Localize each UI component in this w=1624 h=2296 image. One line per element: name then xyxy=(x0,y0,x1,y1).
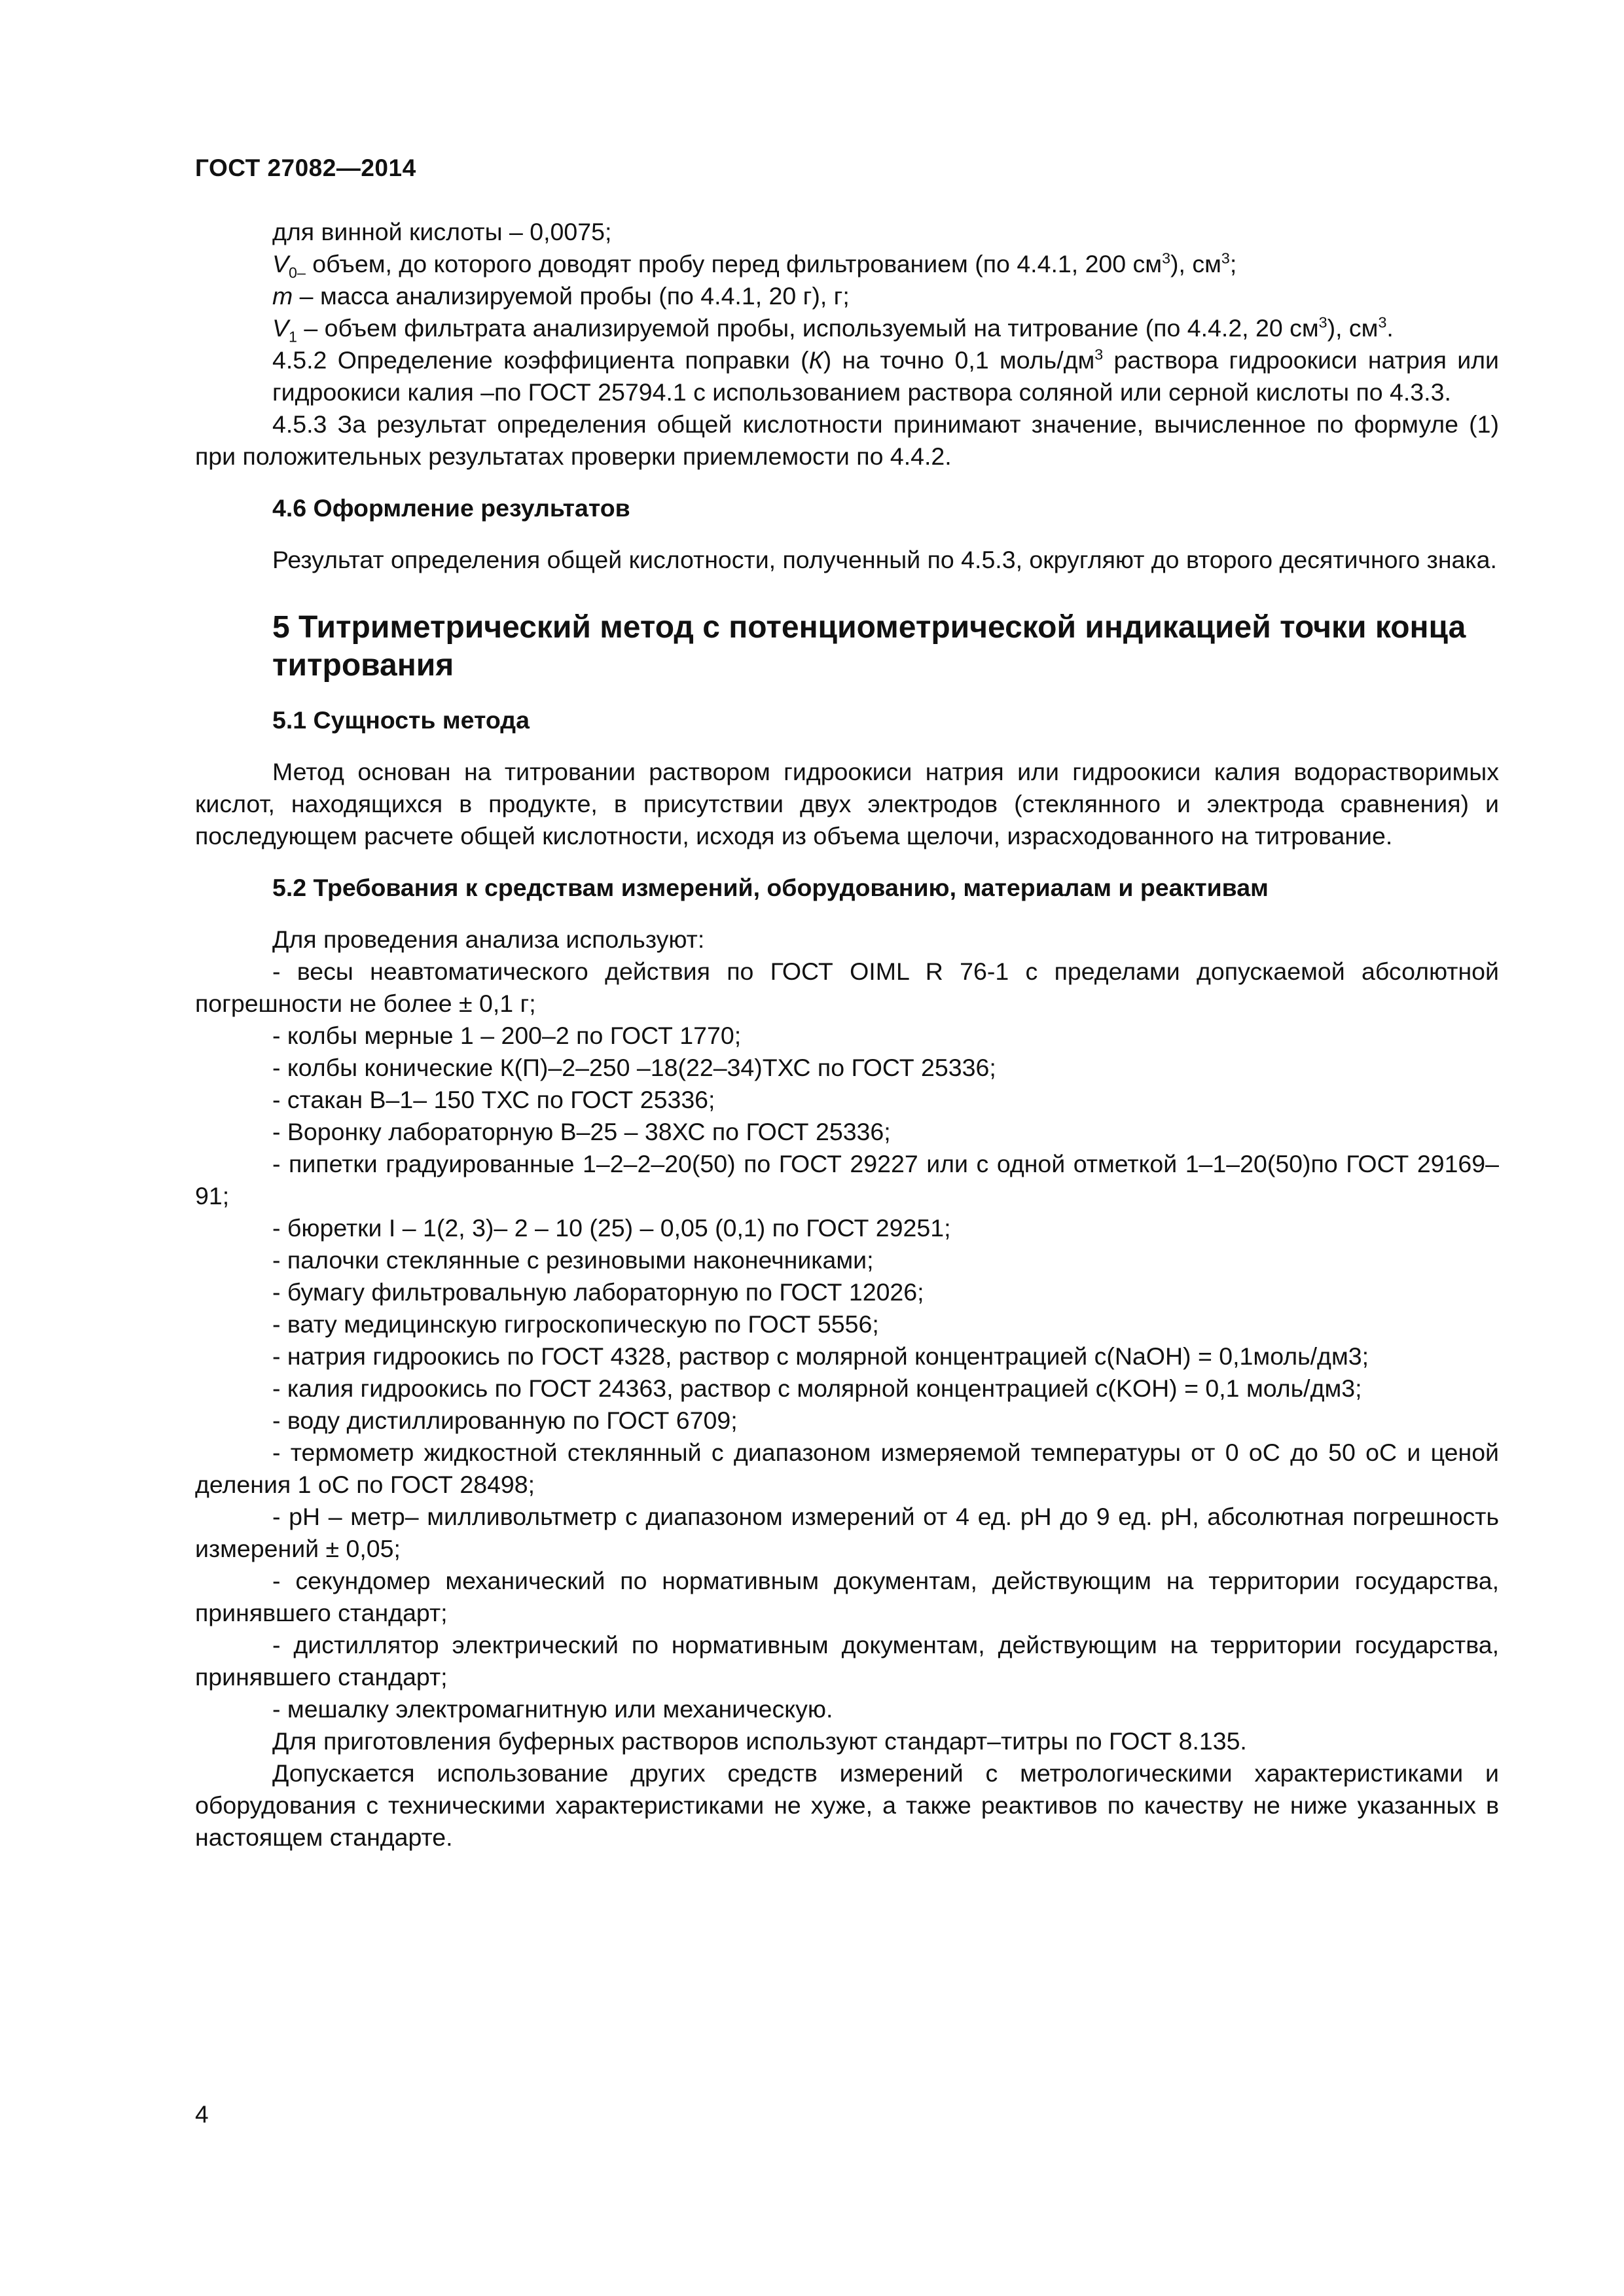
paragraph-4-6: Результат определения общей кислотности, полученный по 4.5.3, округляют до второго десятичного знака. xyxy=(272,546,1497,573)
list-item: - рН – метр– милливольтметр с диапазоном измерений от 4 ед. рН до 9 ед. рН, абсолютная погрешность измерений ± 0,05; xyxy=(195,1503,1499,1562)
list-item: - пипетки градуированные 1–2–2–20(50) по ГОСТ 29227 или с одной отметкой 1–1–20(50)по ГОСТ 29169–91; xyxy=(195,1150,1499,1210)
list-item: - Воронку лабораторную В–25 – 38ХС по ГОСТ 25336; xyxy=(272,1118,891,1145)
definition-v1-end: . xyxy=(1386,314,1394,342)
heading-section-5: 5 Титриметрический метод с потенциометрической индикацией точки конца титрования xyxy=(272,610,1466,683)
list-item: - палочки стеклянные с резиновыми наконечниками; xyxy=(272,1246,874,1274)
list-item: - натрия гидроокись по ГОСТ 4328, раствор с молярной концентрацией с(NaOH) = 0,1моль/дм3; xyxy=(272,1342,1369,1370)
list-item: - бюретки I – 1(2, 3)– 2 – 10 (25) – 0,05 (0,1) по ГОСТ 29251; xyxy=(272,1214,951,1242)
sub-v1: 1 xyxy=(289,328,297,346)
var-k: К xyxy=(808,346,823,374)
definition-v1-text: – объем фильтрата анализируемой пробы, используемый на титрование (по 4.4.2, 20 см xyxy=(297,314,1319,342)
list-item: - калия гидроокись по ГОСТ 24363, раствор с молярной концентрацией с(KOH) = 0,1 моль/дм3; xyxy=(272,1374,1362,1402)
list-item: - дистиллятор электрический по нормативным документам, действующим на территории государства, принявшего стандарт; xyxy=(195,1631,1499,1691)
sup-3c: 3 xyxy=(1318,314,1327,331)
list-item: - термометр жидкостной стеклянный с диапазоном измеряемой температуры от 0 оС до 50 оС и ценой деления 1 оС по ГОСТ 28498; xyxy=(195,1439,1499,1498)
list-item: - вату медицинскую гигроскопическую по ГОСТ 5556; xyxy=(272,1310,879,1338)
list-item: - колбы мерные 1 – 200–2 по ГОСТ 1770; xyxy=(272,1022,742,1049)
sup-3d: 3 xyxy=(1378,314,1387,331)
sup-3b: 3 xyxy=(1221,249,1230,267)
heading-4-6: 4.6 Оформление результатов xyxy=(272,494,630,522)
var-m: m xyxy=(272,282,293,310)
sup-3e: 3 xyxy=(1094,346,1104,363)
definition-m xyxy=(195,280,1499,312)
var-v: V xyxy=(272,250,289,278)
definition-m-text: – масса анализируемой пробы (по 4.4.1, 20 г), г; xyxy=(293,282,850,310)
list-item: - стакан В–1– 150 ТХС по ГОСТ 25336; xyxy=(272,1086,715,1113)
definition-v1 xyxy=(195,312,1499,344)
definition-v0-text: объем, до которого доводят пробу перед фильтрованием (по 4.4.1, 200 см xyxy=(305,250,1163,278)
paragraph-allowance: Допускается использование других средств измерений с метрологическими характеристиками и оборудования с техническими характеристиками не хуже, а также реактивов по качеству не ниже указанных в настоящем стандарте. xyxy=(195,1759,1499,1851)
paragraph-5-2-intro: Для проведения анализа используют: xyxy=(272,925,705,953)
list-item: - воду дистиллированную по ГОСТ 6709; xyxy=(272,1407,738,1434)
list-item: - секундомер механический по нормативным документам, действующим на территории государства, принявшего стандарт; xyxy=(195,1567,1499,1626)
definition-v0 xyxy=(195,248,1499,280)
heading-5-1: 5.1 Сущность метода xyxy=(272,706,530,734)
list-item: - колбы конические К(П)–2–250 –18(22–34)ТХС по ГОСТ 25336; xyxy=(272,1054,996,1081)
paragraph-4-5-3: 4.5.3 За результат определения общей кислотности принимают значение, вычисленное по формуле (1) при положительных результатах проверки приемлемости по 4.4.2. xyxy=(195,410,1499,470)
var-v1: V xyxy=(272,314,289,342)
paragraph-5-1: Метод основан на титровании раствором гидроокиси натрия или гидроокиси калия водорастворимых кислот, находящихся в продукте, в присутствии двух электродов (стеклянного и электрода сравнения) и последующем расчете общей кислотности, исходя из объема щелочи, израсходованного на титрование. xyxy=(195,758,1499,850)
definition-v0-end: ; xyxy=(1229,250,1237,278)
document-body xyxy=(195,216,1499,1854)
definition-v0-unit: ), см xyxy=(1170,250,1221,278)
sup-3: 3 xyxy=(1162,249,1171,267)
definition-v1-unit: ), см xyxy=(1327,314,1379,342)
paragraph-buffer: Для приготовления буферных растворов используют стандарт–титры по ГОСТ 8.135. xyxy=(272,1727,1247,1755)
list-item: - весы неавтоматического действия по ГОСТ OIML R 76-1 с пределами допускаемой абсолютной погрешности не более ± 0,1 г; xyxy=(195,958,1499,1017)
paragraph-4-5-2-a: 4.5.2 Определение коэффициента поправки ( xyxy=(272,346,809,374)
coefficient-line: для винной кислоты – 0,0075; xyxy=(272,218,612,245)
list-item: - бумагу фильтровальную лабораторную по ГОСТ 12026; xyxy=(272,1278,924,1306)
list-item: - мешалку электромагнитную или механическую. xyxy=(272,1695,833,1723)
sub-v0: 0– xyxy=(289,264,306,281)
document-code-header: ГОСТ 27082—2014 xyxy=(195,154,416,181)
paragraph-4-5-2-b: ) на точно 0,1 моль/дм xyxy=(823,346,1095,374)
page-number: 4 xyxy=(195,2101,209,2128)
paragraph-4-5-2 xyxy=(195,344,1499,408)
heading-5-2: 5.2 Требования к средствам измерений, оборудованию, материалам и реактивам xyxy=(272,874,1269,901)
paragraph-4-5-2-c: раствора гидроокиси натрия или гидроокиси калия –по ГОСТ 25794.1 с использованием раствора соляной или серной кислоты по 4.3.3. xyxy=(272,346,1499,406)
